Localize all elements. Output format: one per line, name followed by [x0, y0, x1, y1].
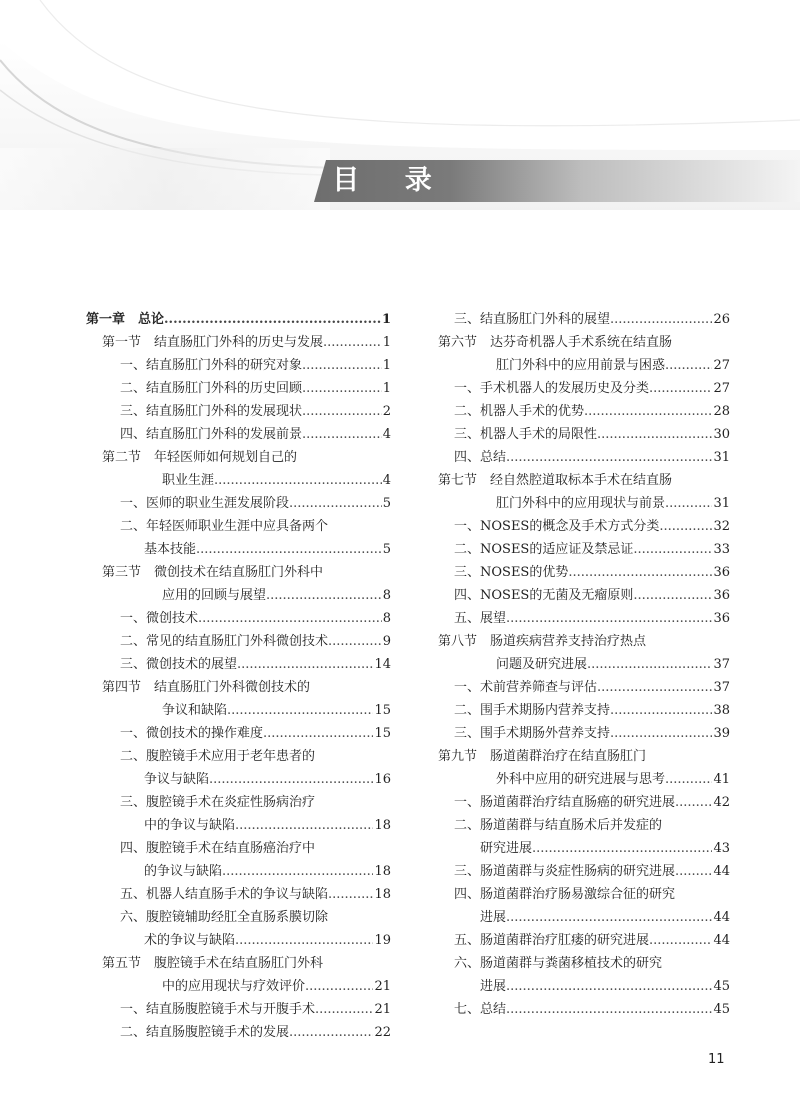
dot-leader	[263, 722, 373, 745]
toc-entry-label: 一、微创技术的操作难度	[120, 726, 264, 741]
toc-entry-label: 第四节 结直肠肛门外科微创技术的	[102, 680, 311, 695]
toc-entry-page: 36	[713, 611, 730, 626]
toc-entry-label: 六、肠道菌群与粪菌移植技术的研究	[454, 956, 663, 971]
toc-entry[interactable]	[86, 883, 391, 906]
dot-leader	[289, 492, 382, 515]
toc-entry-label: 二、结直肠肛门外科的历史回顾	[120, 381, 303, 396]
toc-entry[interactable]	[438, 538, 730, 561]
toc-entry-label: 一、微创技术	[120, 611, 199, 626]
dot-leader	[266, 584, 382, 607]
toc-entry-label: 一、手术机器人的发展历史及分类	[454, 381, 650, 396]
toc-entry-label: 三、腹腔镜手术在炎症性肠病治疗	[120, 795, 316, 810]
dot-leader	[649, 929, 712, 952]
toc-entry[interactable]	[438, 722, 730, 745]
toc-entry-label: 第八节 肠道疾病营养支持治疗热点	[438, 634, 647, 649]
toc-entry-page: 15	[374, 703, 391, 718]
toc-entry-page: 33	[713, 542, 730, 557]
toc-entry-label: 一、结直肠肛门外科的研究对象	[120, 358, 303, 373]
dot-leader	[610, 722, 712, 745]
toc-entry-page: 5	[382, 496, 391, 511]
toc-column-right	[438, 308, 730, 1021]
dot-leader	[506, 607, 712, 630]
toc-entry-label: 第三节 微创技术在结直肠肛门外科中	[102, 565, 324, 580]
toc-entry[interactable]	[86, 1021, 391, 1044]
toc-entry[interactable]	[86, 630, 391, 653]
dot-leader	[597, 423, 712, 446]
toc-title: 目 录	[332, 165, 450, 196]
toc-entry-label: 第七节 经自然腔道取标本手术在结直肠	[438, 473, 673, 488]
toc-entry[interactable]	[438, 377, 730, 400]
toc-entry[interactable]	[438, 515, 730, 538]
toc-entry[interactable]	[86, 676, 391, 722]
toc-entry-page: 43	[713, 841, 730, 856]
toc-entry-page: 14	[374, 657, 391, 672]
toc-entry-page: 27	[713, 358, 730, 373]
toc-entry-label-continued: 问题及研究进展	[496, 657, 588, 672]
dot-leader	[506, 998, 712, 1021]
toc-entry-label-continued: 进展	[480, 910, 507, 925]
toc-entry-page: 37	[713, 657, 730, 672]
toc-entry-page: 1	[382, 358, 391, 373]
dot-leader	[633, 584, 712, 607]
toc-entry[interactable]	[438, 952, 730, 998]
dot-leader	[649, 377, 712, 400]
toc-entry-page: 31	[713, 450, 730, 465]
toc-entry-page: 26	[713, 312, 730, 327]
toc-entry-label-continued: 研究进展	[480, 841, 533, 856]
dot-leader	[323, 331, 382, 354]
dot-leader	[675, 860, 712, 883]
dot-leader	[214, 469, 382, 492]
toc-entry-page: 37	[713, 680, 730, 695]
toc-entry-page: 18	[374, 864, 391, 879]
dot-leader	[302, 423, 382, 446]
toc-entry-page: 27	[713, 381, 730, 396]
toc-entry[interactable]	[438, 607, 730, 630]
toc-entry-label: 四、结直肠肛门外科的发展前景	[120, 427, 303, 442]
toc-entry[interactable]	[438, 400, 730, 423]
toc-entry-page: 16	[374, 772, 391, 787]
toc-entry-label-continued: 外科中应用的研究进展与思考	[496, 772, 666, 787]
dot-leader	[289, 1021, 373, 1044]
toc-column-left	[86, 308, 391, 1044]
dot-leader	[302, 377, 382, 400]
toc-entry-page: 1	[382, 335, 391, 350]
toc-entry-label: 二、常见的结直肠肛门外科微创技术	[120, 634, 329, 649]
toc-entry-page: 31	[713, 496, 730, 511]
toc-entry-label: 三、机器人手术的局限性	[454, 427, 598, 442]
toc-entry[interactable]	[86, 331, 391, 354]
toc-entry[interactable]	[86, 837, 391, 883]
toc-entry[interactable]	[438, 791, 730, 814]
toc-title-banner	[314, 160, 800, 202]
toc-entry-page: 2	[382, 404, 391, 419]
toc-entry[interactable]	[86, 561, 391, 607]
toc-entry-label-continued: 肛门外科中的应用前景与困惑	[496, 358, 666, 373]
toc-entry[interactable]	[438, 331, 730, 377]
dot-leader	[209, 768, 373, 791]
toc-entry-label: 第一章 总论	[86, 312, 165, 327]
dot-leader	[235, 929, 373, 952]
dot-leader	[610, 699, 712, 722]
dot-leader	[633, 538, 712, 561]
toc-entry-page: 8	[382, 588, 391, 603]
toc-entry-label-continued: 进展	[480, 979, 507, 994]
toc-entry-page: 41	[713, 772, 730, 787]
toc-entry-label: 一、结直肠腹腔镜手术与开腹手术	[120, 1002, 316, 1017]
toc-entry-label: 六、腹腔镜辅助经肛全直肠系膜切除	[120, 910, 329, 925]
toc-entry-page: 44	[713, 864, 730, 879]
toc-entry-label: 三、NOSES的优势	[454, 565, 569, 580]
toc-entry-label: 一、医师的职业生涯发展阶段	[120, 496, 290, 511]
toc-entry-page: 30	[713, 427, 730, 442]
dot-leader	[196, 538, 382, 561]
toc-entry[interactable]	[438, 929, 730, 952]
dot-leader	[584, 400, 712, 423]
toc-entry[interactable]	[438, 308, 730, 331]
dot-leader	[568, 561, 712, 584]
toc-entry[interactable]	[438, 745, 730, 791]
toc-entry-page: 38	[713, 703, 730, 718]
toc-entry-page: 22	[374, 1025, 391, 1040]
toc-entry-page: 28	[713, 404, 730, 419]
dot-leader	[164, 308, 381, 331]
toc-entry-label: 第六节 达芬奇机器人手术系统在结直肠	[438, 335, 673, 350]
toc-entry[interactable]	[438, 630, 730, 676]
toc-entry-label: 五、肠道菌群治疗肛瘘的研究进展	[454, 933, 650, 948]
toc-entry-label: 第五节 腹腔镜手术在结直肠肛门外科	[102, 956, 324, 971]
toc-entry[interactable]	[86, 906, 391, 952]
toc-entry-label: 三、结直肠肛门外科的发展现状	[120, 404, 303, 419]
toc-entry-page: 44	[713, 910, 730, 925]
toc-entry-label-continued: 争议和缺陷	[162, 703, 228, 718]
toc-entry-label: 一、NOSES的概念及手术方式分类	[454, 519, 660, 534]
dot-leader	[610, 308, 712, 331]
dot-leader	[302, 400, 382, 423]
dot-leader	[506, 906, 712, 929]
toc-entry[interactable]	[438, 584, 730, 607]
toc-entry[interactable]	[86, 446, 391, 492]
toc-entry[interactable]	[438, 676, 730, 699]
toc-entry[interactable]	[86, 515, 391, 561]
toc-entry-label: 三、肠道菌群与炎症性肠病的研究进展	[454, 864, 676, 879]
toc-entry-page: 4	[382, 473, 391, 488]
toc-entry-page: 32	[713, 519, 730, 534]
toc-entry-label-continued: 争议与缺陷	[144, 772, 210, 787]
toc-entry[interactable]	[86, 377, 391, 400]
dot-leader	[665, 768, 712, 791]
toc-entry-label: 四、总结	[454, 450, 507, 465]
toc-entry-label-continued: 中的争议与缺陷	[144, 818, 236, 833]
toc-entry[interactable]	[438, 423, 730, 446]
toc-entry-label: 四、腹腔镜手术在结直肠癌治疗中	[120, 841, 316, 856]
dot-leader	[222, 860, 373, 883]
toc-entry-page: 18	[374, 818, 391, 833]
toc-entry-page: 21	[374, 1002, 391, 1017]
toc-entry-page: 19	[374, 933, 391, 948]
toc-entry-page: 39	[713, 726, 730, 741]
toc-entry-label: 第一节 结直肠肛门外科的历史与发展	[102, 335, 324, 350]
toc-entry-label: 四、NOSES的无菌及无瘤原则	[454, 588, 634, 603]
toc-entry-label: 四、肠道菌群治疗肠易激综合征的研究	[454, 887, 676, 902]
toc-entry-page: 18	[374, 887, 391, 902]
toc-entry-label-continued: 基本技能	[144, 542, 197, 557]
dot-leader	[305, 975, 373, 998]
toc-entry-page: 21	[374, 979, 391, 994]
toc-entry-page: 4	[382, 427, 391, 442]
toc-entry-page: 36	[713, 588, 730, 603]
toc-entry-label: 三、微创技术的展望	[120, 657, 238, 672]
toc-entry[interactable]	[86, 998, 391, 1021]
toc-entry[interactable]	[438, 699, 730, 722]
page-number: 11	[708, 1052, 725, 1067]
dot-leader	[587, 653, 712, 676]
toc-entry[interactable]	[86, 607, 391, 630]
toc-entry[interactable]	[438, 446, 730, 469]
dot-leader	[532, 837, 712, 860]
toc-entry-label: 第九节 肠道菌群治疗在结直肠肛门	[438, 749, 647, 764]
dot-leader	[328, 883, 373, 906]
toc-entry[interactable]	[438, 883, 730, 929]
toc-entry-label-continued: 的争议与缺陷	[144, 864, 223, 879]
dot-leader	[665, 354, 712, 377]
toc-entry[interactable]	[86, 722, 391, 745]
toc-entry-label: 二、结直肠腹腔镜手术的发展	[120, 1025, 290, 1040]
toc-entry-label-continued: 中的应用现状与疗效评价	[162, 979, 306, 994]
toc-entry-page: 1	[381, 312, 391, 327]
dot-leader	[659, 515, 712, 538]
toc-entry-label: 二、NOSES的适应证及禁忌证	[454, 542, 634, 557]
toc-entry-label-continued: 肛门外科中的应用现状与前景	[496, 496, 666, 511]
toc-entry-label: 一、术前营养筛查与评估	[454, 680, 598, 695]
dot-leader	[506, 975, 712, 998]
dot-leader	[665, 492, 712, 515]
dot-leader	[302, 354, 382, 377]
dot-leader	[235, 814, 373, 837]
dot-leader	[675, 791, 712, 814]
toc-entry[interactable]	[438, 469, 730, 515]
toc-entry-page: 42	[713, 795, 730, 810]
dot-leader	[237, 653, 373, 676]
toc-entry-label: 二、机器人手术的优势	[454, 404, 585, 419]
toc-entry-label: 二、年轻医师职业生涯中应具备两个	[120, 519, 329, 534]
toc-entry-label: 三、结直肠肛门外科的展望	[454, 312, 611, 327]
toc-entry-label: 五、展望	[454, 611, 507, 626]
header-decoration	[0, 0, 800, 260]
toc-entry-label: 五、机器人结直肠手术的争议与缺陷	[120, 887, 329, 902]
toc-entry-label-continued: 职业生涯	[162, 473, 215, 488]
dot-leader	[328, 630, 382, 653]
dot-leader	[597, 676, 712, 699]
toc-entry-label-continued: 术的争议与缺陷	[144, 933, 236, 948]
toc-entry-label: 三、围手术期肠外营养支持	[454, 726, 611, 741]
toc-entry-label: 七、总结	[454, 1002, 507, 1017]
toc-entry[interactable]	[438, 814, 730, 860]
toc-entry-label: 第二节 年轻医师如何规划自己的	[102, 450, 298, 465]
toc-entry[interactable]	[86, 492, 391, 515]
toc-entry[interactable]	[438, 998, 730, 1021]
toc-entry-label: 二、腹腔镜手术应用于老年患者的	[120, 749, 316, 764]
toc-entry-page: 36	[713, 565, 730, 580]
toc-entry-label: 二、围手术期肠内营养支持	[454, 703, 611, 718]
toc-entry[interactable]	[438, 561, 730, 584]
toc-entry-page: 45	[713, 1002, 730, 1017]
dot-leader	[506, 446, 712, 469]
toc-entry-label: 二、肠道菌群与结直肠术后并发症的	[454, 818, 663, 833]
toc-entry-page: 8	[382, 611, 391, 626]
dot-leader	[227, 699, 373, 722]
toc-entry[interactable]	[86, 354, 391, 377]
toc-entry[interactable]	[86, 308, 391, 331]
toc-entry[interactable]	[86, 791, 391, 837]
toc-entry-page: 1	[382, 381, 391, 396]
toc-entry[interactable]	[86, 745, 391, 791]
toc-entry[interactable]	[86, 400, 391, 423]
toc-entry-page: 15	[374, 726, 391, 741]
dot-leader	[198, 607, 382, 630]
toc-entry-label-continued: 应用的回顾与展望	[162, 588, 267, 603]
toc-entry[interactable]	[86, 653, 391, 676]
toc-entry-page: 9	[382, 634, 391, 649]
toc-entry[interactable]	[438, 860, 730, 883]
toc-entry-page: 45	[713, 979, 730, 994]
toc-entry[interactable]	[86, 952, 391, 998]
toc-entry[interactable]	[86, 423, 391, 446]
toc-entry-label: 一、肠道菌群治疗结直肠癌的研究进展	[454, 795, 676, 810]
toc-entry-page: 44	[713, 933, 730, 948]
dot-leader	[315, 998, 373, 1021]
toc-entry-page: 5	[382, 542, 391, 557]
